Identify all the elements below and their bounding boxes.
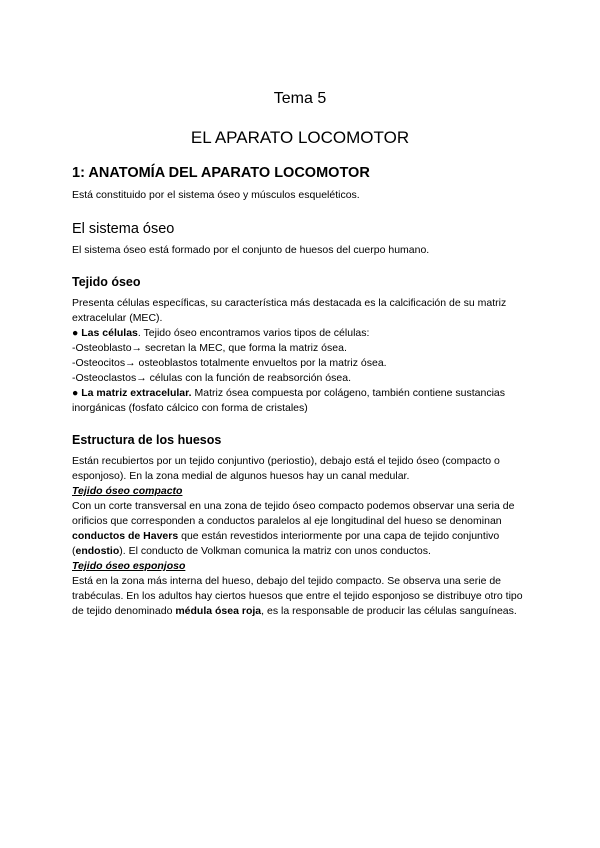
- esponjoso-text-2: , es la responsable de producir las células sanguíneas.: [261, 605, 517, 617]
- compacto-text-3: ). El conducto de Volkman comunica la matriz con unos conductos.: [119, 545, 431, 557]
- esponjoso-text: [72, 574, 532, 619]
- section-heading-anatomia: 1: ANATOMÍA DEL APARATO LOCOMOTOR: [72, 165, 370, 181]
- heading-tejido-oseo: Tejido óseo: [72, 275, 141, 289]
- subheading-tejido-compacto: Tejido óseo compacto: [72, 485, 183, 497]
- matriz-label: La matriz extracelular.: [81, 387, 192, 399]
- bullet-icon: ●: [72, 387, 82, 399]
- celulas-text: . Tejido óseo encontramos varios tipos de células:: [137, 327, 370, 339]
- compacto-text: [72, 499, 532, 559]
- compacto-text-2: que están revestidos interiormente por una capa de tejido conjuntivo (: [72, 530, 500, 557]
- heading-estructura-huesos: Estructura de los huesos: [72, 433, 222, 447]
- osteoblasto-line: -Osteoblasto→ secretan la MEC, que forma la matriz ósea.: [72, 342, 347, 354]
- celulas-item: [72, 326, 532, 341]
- estructura-text: Están recubiertos por un tejido conjuntivo (periostio), debajo está el tejido óseo (compacto o esponjoso). En la zona medial de algunos huesos hay un canal medular.: [72, 455, 500, 482]
- tejido-intro: Presenta células específicas, su característica más destacada es la calcificación de su matriz extracelular (MEC).: [72, 297, 507, 324]
- compacto-bold-havers: conductos de Havers: [72, 530, 179, 542]
- section-anatomia-text: Está constituido por el sistema óseo y músculos esqueléticos.: [72, 189, 360, 201]
- subheading-tejido-esponjoso: Tejido óseo esponjoso: [72, 560, 186, 572]
- sistema-oseo-text: El sistema óseo está formado por el conjunto de huesos del cuerpo humano.: [72, 244, 430, 256]
- compacto-bold-endostio: endostio: [75, 545, 120, 557]
- compacto-text-1: Con un corte transversal en una zona de tejido óseo compacto podemos observar una seria de orificios que corresponden a conductos paralelos al eje longitudinal del hueso se denominan: [72, 500, 515, 527]
- osteocitos-line: -Osteocitos→ osteoblastos totalmente envueltos por la matriz ósea.: [72, 357, 387, 369]
- document-body: [72, 165, 532, 619]
- document-title: EL APARATO LOCOMOTOR: [190, 128, 410, 147]
- heading-sistema-oseo: El sistema óseo: [72, 221, 175, 237]
- esponjoso-bold-medula: médula ósea roja: [175, 605, 262, 617]
- celulas-label: Las células: [81, 327, 138, 339]
- osteoclastos-line: -Osteoclastos→ células con la función de reabsorción ósea.: [72, 372, 351, 384]
- tema-number: Tema 5: [273, 90, 327, 107]
- matriz-item: [72, 386, 532, 416]
- matriz-text: Matriz ósea compuesta por colágeno, también contiene sustancias inorgánicas (fosfato cálcico con forma de cristales): [72, 387, 506, 414]
- bullet-icon: ●: [72, 327, 82, 339]
- esponjoso-text-1: Está en la zona más interna del hueso, debajo del tejido compacto. Se observa una serie de trabéculas. En los adultos hay ciertos huesos que entre el tejido esponjoso se distribuye otro tipo de tejido denominado: [72, 575, 523, 617]
